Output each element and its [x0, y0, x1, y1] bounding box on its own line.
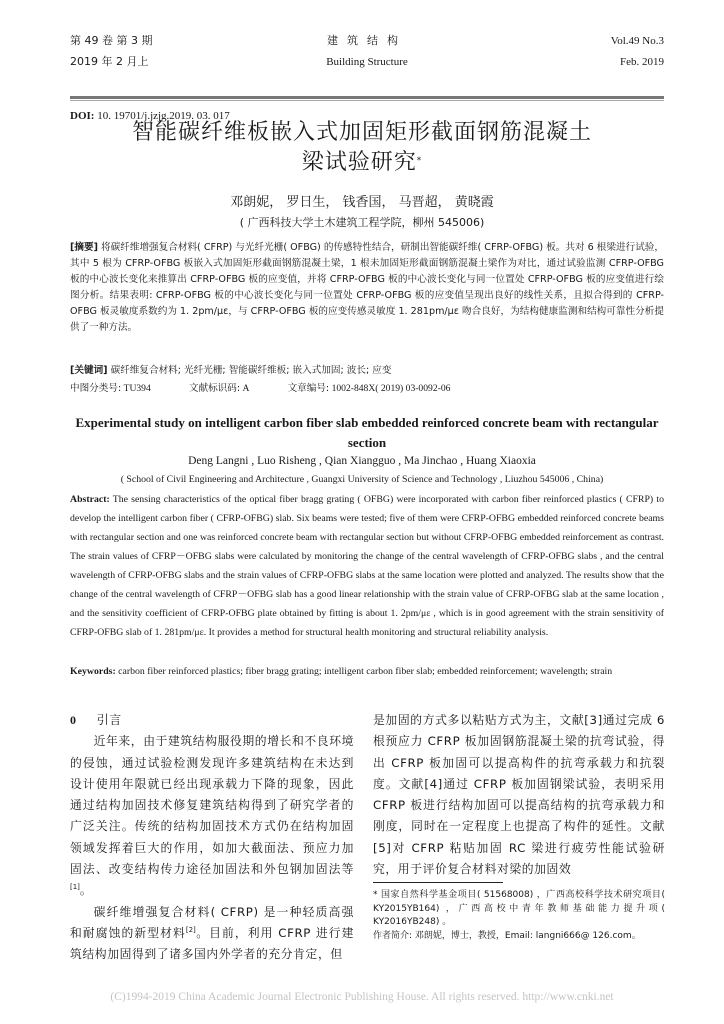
affiliation-en: ( School of Civil Engineering and Architecture , Guangxi University of Science and Technology , Liuzhou 545006 , China): [120, 474, 604, 485]
volume-issue-cn: 第 49 卷 第 3 期: [70, 34, 153, 47]
intro-paragraph-1: [70, 731, 354, 901]
article-no-label: 文章编号:: [287, 383, 330, 394]
keywords-cn-text: 碳纤维复合材料; 光纤光栅; 智能碳纤维板; 嵌入式加固; 波长; 应变: [107, 365, 392, 376]
section-heading-introduction: [70, 710, 354, 731]
journal-title-cn: 建筑结构: [327, 34, 407, 47]
intro-paragraph-1-text: 近年来，由于建筑结构服役期的增长和不良环境的侵蚀，通过试验检测发现许多建筑结构在未达到设计使用年限就已经出现承载力下降的现象，因此通过结构加固技术修复建筑结构得到了研究学者的广泛关注。传统的结构加固技术方式仍在结构加固领域发挥着巨大的作用，如加大截面法、预应力加固法、改变结构传力途径加固法和外包钢加固法等: [70, 734, 354, 877]
clc-label: 中图分类号:: [70, 383, 122, 394]
abstract-en: [70, 490, 664, 642]
classification-line: [70, 381, 664, 397]
abstract-en-label: Abstract:: [70, 494, 110, 505]
abstract-cn-label: [摘要]: [70, 242, 98, 253]
copyright-notice: (C)1994-2019 China Academic Journal Electronic Publishing House. All rights reserved. http://www.cnki.net: [110, 991, 614, 1003]
affiliation-cn: ( 广西科技大学土木建筑工程学院，柳州 545006): [239, 216, 485, 229]
volume-issue-en: Vol.49 No.3: [610, 35, 664, 47]
author-bio: 作者简介: 邓朗妮，博士，教授，Email: langni666@ 126.com。: [373, 930, 641, 941]
article-no-value: 1002-848X( 2019) 03-0092-06: [329, 383, 451, 394]
footnote: [373, 889, 665, 943]
body-left-column: [70, 710, 354, 966]
doc-code-value: A: [240, 383, 250, 394]
title-en: Experimental study on intelligent carbon fiber slab embedded reinforced concrete beam with rectangular section: [75, 415, 659, 450]
citation-2[interactable]: [2]: [185, 925, 196, 934]
title-footnote-mark: *: [416, 156, 423, 166]
date-en: Feb. 2019: [620, 56, 664, 68]
abstract-cn-text: 将碳纤维增强复合材料( CFRP) 与光纤光栅( OFBG) 的传感特性结合，研制出智能碳纤维( CFRP-OFBG) 板。共对 6 根梁进行试验，其中 5 根为 CFRP-OFBG 板嵌入式加固矩形截面钢筋混凝土梁，1 根未加固矩形截面钢筋混凝土梁作为对比，通过试验监测 CFRP-OFBG 板的中心波长变化来推算出 CFRP-OFBG 板的应变值，并将 CFRP-OFBG 板的中心波长变化与同一位置处 CFRP-OFBG 板的应变值进行绘图分析。结果表明: CFRP-OFBG 板的中心波长变化与同一位置处 CFRP-OFBG 板的应变值呈现出良好的线性关系，且拟合得到的 CFRP-OFBG 板灵敏度系数约为 1. 2pm/με，与 CFRP-OFBG 板的应变传感灵敏度 1. 281pm/με 吻合良好，为结构健康监测和结构可靠性分析提供了一种方法。: [70, 242, 664, 333]
header-rule: [70, 96, 664, 99]
authors-en: Deng Langni , Luo Risheng , Qian Xiangguo , Ma Jinchao , Huang Xiaoxia: [188, 455, 536, 467]
intro-paragraph-1-end: 。: [79, 883, 93, 898]
body-right-column: [373, 710, 665, 880]
intro-paragraph-2: [70, 902, 354, 966]
abstract-en-text: The sensing characteristics of the optical fiber bragg grating ( OFBG) were incorporated with carbon fiber reinforced plastics ( CFRP) to develop the intelligent carbon fiber ( CFRP-OFBG) slab. Six beams were tested; five of them were CFRP-OFBG embedded reinforced concrete beams with rectangular section and one was reinforced concrete beam with rectangular section but without CFRP-OFBG embedded reinforcement as contrast. The strain values of CFRP－OFBG slabs were calculated by monitoring the change of the central wavelength of CFRP-OFBG slabs , and the central wavelength of CFRP-OFBG slabs and the strain values of CFRP-OFBG slabs at the same location were plotted and analyzed. The results show that the change of the central wavelength of CFRP－OFBG slab has a good linear relationship with the strain value of CFRP-OFBG slab at the same location , and the sensitivity coefficient of CFRP-OFBG plate obtained by fitting is about 1. 2pm/με , which is in good agreement with the strain sensitivity of CFRP-OFBG slab of 1. 281pm/με. It provides a method for structural health monitoring and structural reliability analysis.: [70, 494, 664, 638]
section-number: 0: [70, 713, 77, 727]
citation-1[interactable]: [1]: [70, 883, 80, 892]
funding-note: * 国家自然科学基金项目( 51568008) ，广西高校科学技术研究项目( KY2015YB164) ，广西高校中青年教师基础能力提升项( KY2016YB248) 。: [373, 890, 665, 927]
section-title: 引言: [96, 713, 122, 727]
title-cn-line1: 智能碳纤维板嵌入式加固矩形截面钢筋混凝土: [131, 120, 592, 145]
intro-paragraph-2-end: 。目前，利用 CFRP 进行建筑结构加固得到了诸多国内外学者的充分肯定，但: [70, 925, 354, 962]
keywords-en-label: Keywords:: [70, 666, 116, 677]
doi-label: DOI:: [70, 110, 95, 122]
header-rule-thin: [70, 100, 664, 101]
keywords-en-text: carbon fiber reinforced plastics; fiber bragg grating; intelligent carbon fiber slab; embedded reinforcement; wavelength; strain: [115, 666, 613, 677]
title-cn-line2: [0, 148, 724, 178]
intro-paragraph-2-continued: 是加固的方式多以粘贴方式为主，文献[3]通过完成 6 根预应力 CFRP 板加固钢筋混凝土梁的抗弯试验，得出 CFRP 板加固可以提高构件的抗弯承载力和抗裂度。文献[4]通过 CFRP 板加固钢梁试验，表明采用 CFRP 板进行结构加固可以提高结构的抗弯承载力和刚度，同时在一定程度上也提高了构件的延性。文献[5]对 CFRP 粘贴加固 RC 梁进行疲劳性能试验研究，用于评价复合材料对梁的加固效: [373, 713, 665, 877]
doc-code-label: 文献标识码:: [188, 383, 241, 394]
clc-value: TU394: [121, 383, 151, 394]
footnote-rule: [373, 882, 503, 883]
title-cn-line2-text: 梁试验研究: [301, 150, 417, 175]
keywords-en: [70, 662, 664, 681]
abstract-cn: [70, 240, 664, 336]
authors-cn: 邓朗妮， 罗日生， 钱香国， 马晋超， 黄晓霞: [230, 195, 494, 210]
doi-value: 10. 19701/j.jzjg.2019. 03. 017: [94, 110, 230, 122]
keywords-cn: [70, 363, 664, 379]
date-cn: 2019 年 2 月上: [70, 55, 149, 68]
keywords-cn-label: [关键词]: [70, 365, 108, 376]
journal-title-en: Building Structure: [326, 56, 408, 68]
intro-paragraph-2-text: 碳纤维增强复合材料( CFRP) 是一种轻质高强和耐腐蚀的新型材料: [70, 904, 354, 940]
